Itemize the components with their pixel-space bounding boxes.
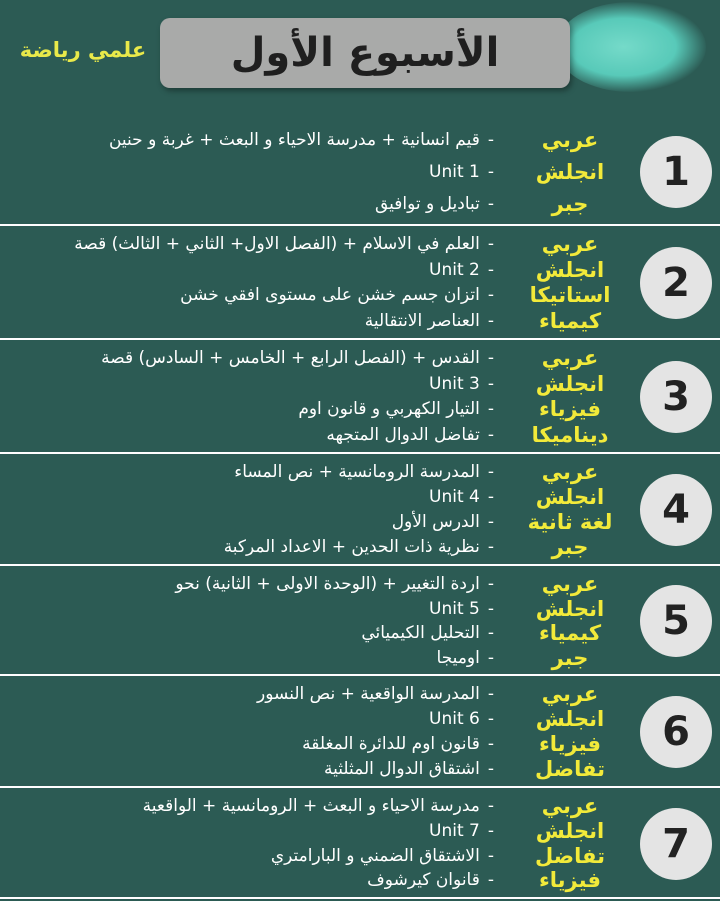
subjects-column — [505, 232, 635, 334]
topic-text: Unit 5 — [429, 598, 480, 619]
topic-item — [4, 732, 494, 757]
topic-item — [4, 460, 494, 485]
bullet-dash: - — [487, 870, 494, 891]
subjects-column — [505, 460, 635, 560]
topic-text: قانوان كيرشوف — [367, 870, 480, 891]
week-section — [0, 118, 720, 226]
subject-label: عربي — [541, 572, 599, 596]
subject-label: عربي — [541, 232, 599, 256]
topic-item — [4, 485, 494, 510]
topic-item — [4, 868, 494, 893]
bullet-dash: - — [487, 259, 494, 280]
subject-label: تفاضل — [535, 843, 605, 868]
topic-text: مدرسة الاحياء و البعث + الرومانسية + الواقعية — [142, 796, 480, 816]
topics-column — [4, 572, 494, 670]
topic-item — [4, 682, 494, 707]
week-number-circle: 5 — [640, 585, 712, 657]
topic-item — [4, 283, 494, 309]
week-number-circle: 3 — [640, 361, 712, 433]
subject-label: استاتيكا — [529, 283, 611, 307]
subject-label: عربي — [541, 794, 599, 818]
subjects-column — [505, 346, 635, 448]
topic-text: القدس + (الفصل الرابع + الخامس + السادس) قصة — [101, 348, 480, 368]
subject-label: انجلش — [535, 257, 605, 282]
week-number-circle: 2 — [640, 247, 712, 319]
week-section — [0, 676, 720, 788]
bullet-dash: - — [487, 537, 494, 557]
bullet-dash: - — [487, 574, 494, 594]
topic-item — [4, 621, 494, 646]
topic-text: Unit 6 — [429, 709, 480, 729]
topic-item — [4, 156, 494, 188]
bullet-dash: - — [487, 684, 494, 704]
topic-item — [4, 372, 494, 398]
topic-text: اشتقاق الدوال المثلثية — [324, 759, 480, 779]
bullet-dash: - — [487, 598, 494, 619]
bullet-dash: - — [487, 462, 494, 482]
topic-text: قيم انسانية + مدرسة الاحياء و البعث + غربة و حنين — [108, 130, 480, 150]
subject-label: فيزياء — [539, 868, 601, 893]
topic-item — [4, 844, 494, 869]
topic-item — [4, 819, 494, 844]
week-number-circle: 7 — [640, 808, 712, 880]
topic-text: التيار الكهربي و قانون اوم — [298, 399, 480, 419]
bullet-dash: - — [487, 162, 494, 182]
subject-label: جبر — [551, 535, 589, 559]
subject-label: انجلش — [535, 371, 605, 396]
bullet-dash: - — [487, 373, 494, 394]
bullet-dash: - — [487, 734, 494, 754]
page-subtitle: علمي رياضة — [19, 38, 147, 62]
week-section — [0, 226, 720, 340]
week-number-circle: 1 — [640, 136, 712, 208]
topic-item — [4, 597, 494, 622]
week-number-circle: 4 — [640, 474, 712, 546]
page-title: الأسبوع الأول — [160, 18, 570, 88]
bullet-dash: - — [487, 234, 494, 254]
bullet-dash: - — [487, 759, 494, 779]
bullet-dash: - — [487, 709, 494, 729]
topic-item — [4, 124, 494, 156]
bullet-dash: - — [487, 647, 494, 668]
subject-label: انجلش — [535, 160, 605, 184]
topic-item — [4, 423, 494, 449]
week-number-circle: 6 — [640, 696, 712, 768]
topic-text: اوميجا — [436, 647, 480, 668]
bullet-dash: - — [487, 845, 494, 866]
topic-item — [4, 397, 494, 423]
week-section — [0, 454, 720, 566]
topic-item — [4, 794, 494, 819]
subject-label: لغة ثانية — [527, 510, 613, 534]
topic-text: المدرسة الرومانسية + نص المساء — [234, 462, 480, 482]
subject-label: انجلش — [535, 596, 605, 621]
topic-item — [4, 510, 494, 535]
subject-label: كيمياء — [538, 621, 602, 645]
bullet-dash: - — [487, 820, 494, 841]
topic-item — [4, 258, 494, 284]
topic-text: العناصر الانتقالية — [364, 310, 480, 331]
bullet-dash: - — [487, 310, 494, 331]
topic-text: العلم في الاسلام + (الفصل الاول+ الثاني + الثالث) قصة — [74, 234, 480, 254]
subject-label: عربي — [541, 346, 599, 370]
topics-column — [4, 682, 494, 782]
subject-label: جبر — [551, 645, 589, 670]
topic-text: Unit 7 — [429, 820, 480, 841]
bullet-dash: - — [487, 348, 494, 368]
subject-label: تفاضل — [535, 757, 605, 781]
topic-item — [4, 232, 494, 258]
topic-text: Unit 3 — [429, 373, 480, 394]
subject-label: ديناميكا — [531, 422, 609, 447]
topic-item — [4, 757, 494, 782]
topic-text: Unit 1 — [429, 162, 480, 182]
decorative-brush-stroke — [556, 2, 706, 92]
subject-label: انجلش — [535, 485, 605, 509]
bullet-dash: - — [487, 487, 494, 507]
subject-label: عربي — [541, 460, 599, 484]
week-section — [0, 340, 720, 454]
topics-column — [4, 460, 494, 560]
topic-text: نظرية ذات الحدين + الاعداد المركبة — [223, 537, 480, 557]
week-section — [0, 788, 720, 899]
topics-column — [4, 346, 494, 448]
topic-item — [4, 188, 494, 220]
subject-label: عربي — [541, 682, 599, 706]
week-section — [0, 566, 720, 676]
subject-label: انجلش — [535, 707, 605, 731]
topic-text: المدرسة الواقعية + نص النسور — [257, 684, 480, 704]
bullet-dash: - — [487, 796, 494, 816]
topic-text: الاشتقاق الضمني و البارامتري — [270, 845, 480, 866]
topic-item — [4, 646, 494, 671]
weeks-list — [0, 118, 720, 899]
bullet-dash: - — [487, 424, 494, 445]
subject-label: فيزياء — [539, 397, 601, 421]
subjects-column — [505, 794, 635, 893]
topics-column — [4, 794, 494, 893]
topic-item — [4, 535, 494, 560]
bullet-dash: - — [487, 194, 494, 214]
topic-text: التحليل الكيميائي — [361, 623, 480, 643]
topics-column — [4, 124, 494, 220]
topic-text: قانون اوم للدائرة المغلقة — [302, 734, 480, 754]
subject-label: عربي — [541, 128, 599, 152]
bullet-dash: - — [487, 512, 494, 532]
topic-text: تفاضل الدوال المتجهه — [326, 424, 480, 445]
subjects-column — [505, 682, 635, 782]
topic-text: اردة التغيير + (الوحدة الاولى + الثانية) نحو — [175, 574, 480, 594]
subjects-column — [505, 124, 635, 220]
subject-label: فيزياء — [539, 732, 601, 756]
bullet-dash: - — [487, 130, 494, 150]
subject-label: انجلش — [535, 818, 605, 843]
topic-text: الدرس الأول — [391, 512, 480, 532]
bullet-dash: - — [487, 623, 494, 643]
subjects-column — [505, 572, 635, 670]
topic-text: اتزان جسم خشن على مستوى افقي خشن — [180, 285, 480, 305]
topic-item — [4, 707, 494, 732]
bullet-dash: - — [487, 399, 494, 419]
subject-label: جبر — [551, 192, 589, 216]
header — [0, 0, 720, 112]
topic-text: Unit 2 — [429, 259, 480, 280]
topic-text: تباديل و توافيق — [374, 194, 480, 214]
topic-text: Unit 4 — [429, 487, 480, 507]
topic-item — [4, 572, 494, 597]
bullet-dash: - — [487, 285, 494, 305]
topic-item — [4, 309, 494, 335]
topic-item — [4, 346, 494, 372]
topics-column — [4, 232, 494, 334]
subject-label: كيمياء — [538, 308, 602, 333]
